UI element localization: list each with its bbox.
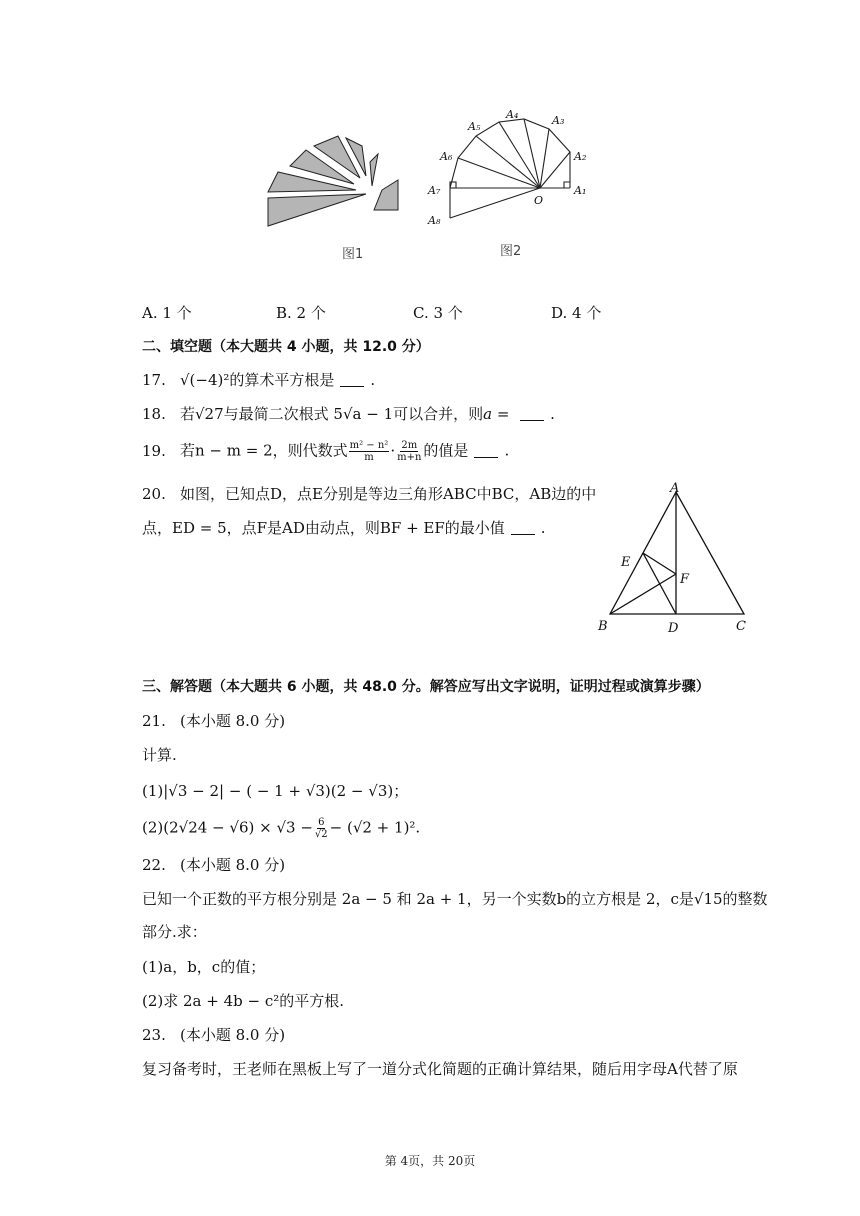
fig2-label: O <box>534 194 544 207</box>
q21-part-2: (2)(2√24 − √6) × √3 − $\frac{6}{√2}$ − (√2 + 1)². <box>142 817 421 840</box>
question-number: 22. <box>142 856 166 874</box>
figure-1 <box>262 132 412 232</box>
answer-blank[interactable] <box>520 406 544 421</box>
section-3-title: 三、解答题（本大题共 6 小题，共 48.0 分。解答应写出文字说明，证明过程或演算步骤） <box>142 679 710 695</box>
question-number: 23. <box>142 1026 166 1044</box>
q23-line-1: 复习备考时，王老师在黑板上写了一道分式化简题的正确计算结果，随后用字母A代替了原 <box>142 1060 738 1078</box>
fraction: $\frac{\text{m² − n²}}{m}$ <box>349 440 389 463</box>
question-22-header <box>142 855 285 875</box>
question-number: 17. <box>142 371 166 389</box>
question-score: (本小题 8.0 分) <box>180 1026 286 1044</box>
q21-intro: 计算. <box>142 746 177 764</box>
choice-c: C. 3 个 <box>413 304 463 322</box>
fig1-triangle <box>268 194 366 226</box>
question-number: 18. <box>142 405 166 423</box>
fig3-label: A <box>670 482 680 496</box>
fig2-label: A₆ <box>440 150 453 163</box>
fig2-label: A₅ <box>468 120 481 133</box>
fraction: $\frac{6}{√2}$ <box>314 817 328 840</box>
choice-a: A. 1 个 <box>142 304 192 322</box>
answer-blank[interactable] <box>511 520 535 535</box>
question-number: 20. <box>142 485 166 503</box>
question-18: 18. 若√27与最简二次根式 5√a − 1可以合并，则a = . <box>142 405 555 423</box>
figure-2 <box>424 106 604 231</box>
answer-blank[interactable] <box>474 443 498 458</box>
question-17: 17. √(−4)²的算术平方根是 . <box>142 371 376 389</box>
fig3-label: C <box>736 619 746 634</box>
section-2-title: 二、填空题（本大题共 4 小题，共 12.0 分） <box>142 339 430 355</box>
answer-blank[interactable] <box>340 372 364 387</box>
fig3-label: F <box>680 572 690 587</box>
fig2-label: A₂ <box>574 150 587 163</box>
choice-d: D. 4 个 <box>551 304 602 322</box>
figure-1-caption: 图1 <box>342 247 364 262</box>
q22-line-2: 部分.求： <box>142 923 207 941</box>
question-20-line-1: 20. 如图，已知点D，点E分别是等边三角形ABC中BC，AB边的中 <box>142 485 597 503</box>
fig1-triangle <box>370 154 378 186</box>
fig3-label: B <box>598 619 608 634</box>
fig2-label: A₄ <box>506 108 519 121</box>
q17-expression: √(−4)² <box>180 371 230 389</box>
q19-text: 若n − m = 2，则代数式 <box>180 441 348 460</box>
q22-part-1: (1)a，b，c的值； <box>142 958 266 976</box>
fig2-label: A₈ <box>428 214 441 227</box>
q17-text: 的算术平方根是 <box>229 371 335 389</box>
question-score: (本小题 8.0 分) <box>180 712 286 730</box>
fraction: $\frac{2m}{m+n}$ <box>397 440 422 463</box>
q18-text: 若√27与最简二次根式 5√a − 1可以合并，则 <box>180 405 484 423</box>
figure-2-caption: 图2 <box>500 244 522 259</box>
page-footer: 第 4页，共 20页 <box>384 1154 476 1168</box>
fig1-triangle <box>374 180 398 210</box>
fig3-label: E <box>621 555 631 570</box>
fig2-label: A₇ <box>428 184 441 197</box>
fig3-label: D <box>668 621 679 636</box>
question-20-line-2: 点，ED = 5，点F是AD由动点，则BF + EF的最小值 . <box>142 519 546 537</box>
q21-part-1: (1)|√3 − 2| − ( − 1 + √3)(2 − √3)； <box>142 782 409 800</box>
question-number: 21. <box>142 712 166 730</box>
question-score: (本小题 8.0 分) <box>180 856 286 874</box>
question-23-header <box>142 1025 285 1045</box>
choice-b: B. 2 个 <box>276 304 326 322</box>
fig1-triangle <box>268 172 356 192</box>
q22-line-1: 已知一个正数的平方根分别是 2a − 5 和 2a + 1，另一个实数b的立方根是 2，c是√15的整数 <box>142 890 768 908</box>
question-21-header <box>142 711 285 731</box>
figure-3 <box>594 482 756 638</box>
fig2-label: A₁ <box>574 184 587 197</box>
fig2-label: A₃ <box>552 114 565 127</box>
question-19: 19. 若n − m = 2，则代数式 $\frac{\text{m² − n²}}{m}$ · $\frac{2m}{m+n}$ 的值是 . <box>142 440 510 463</box>
question-number: 19. <box>142 441 166 460</box>
q22-part-2: (2)求 2a + 4b − c²的平方根. <box>142 992 345 1010</box>
